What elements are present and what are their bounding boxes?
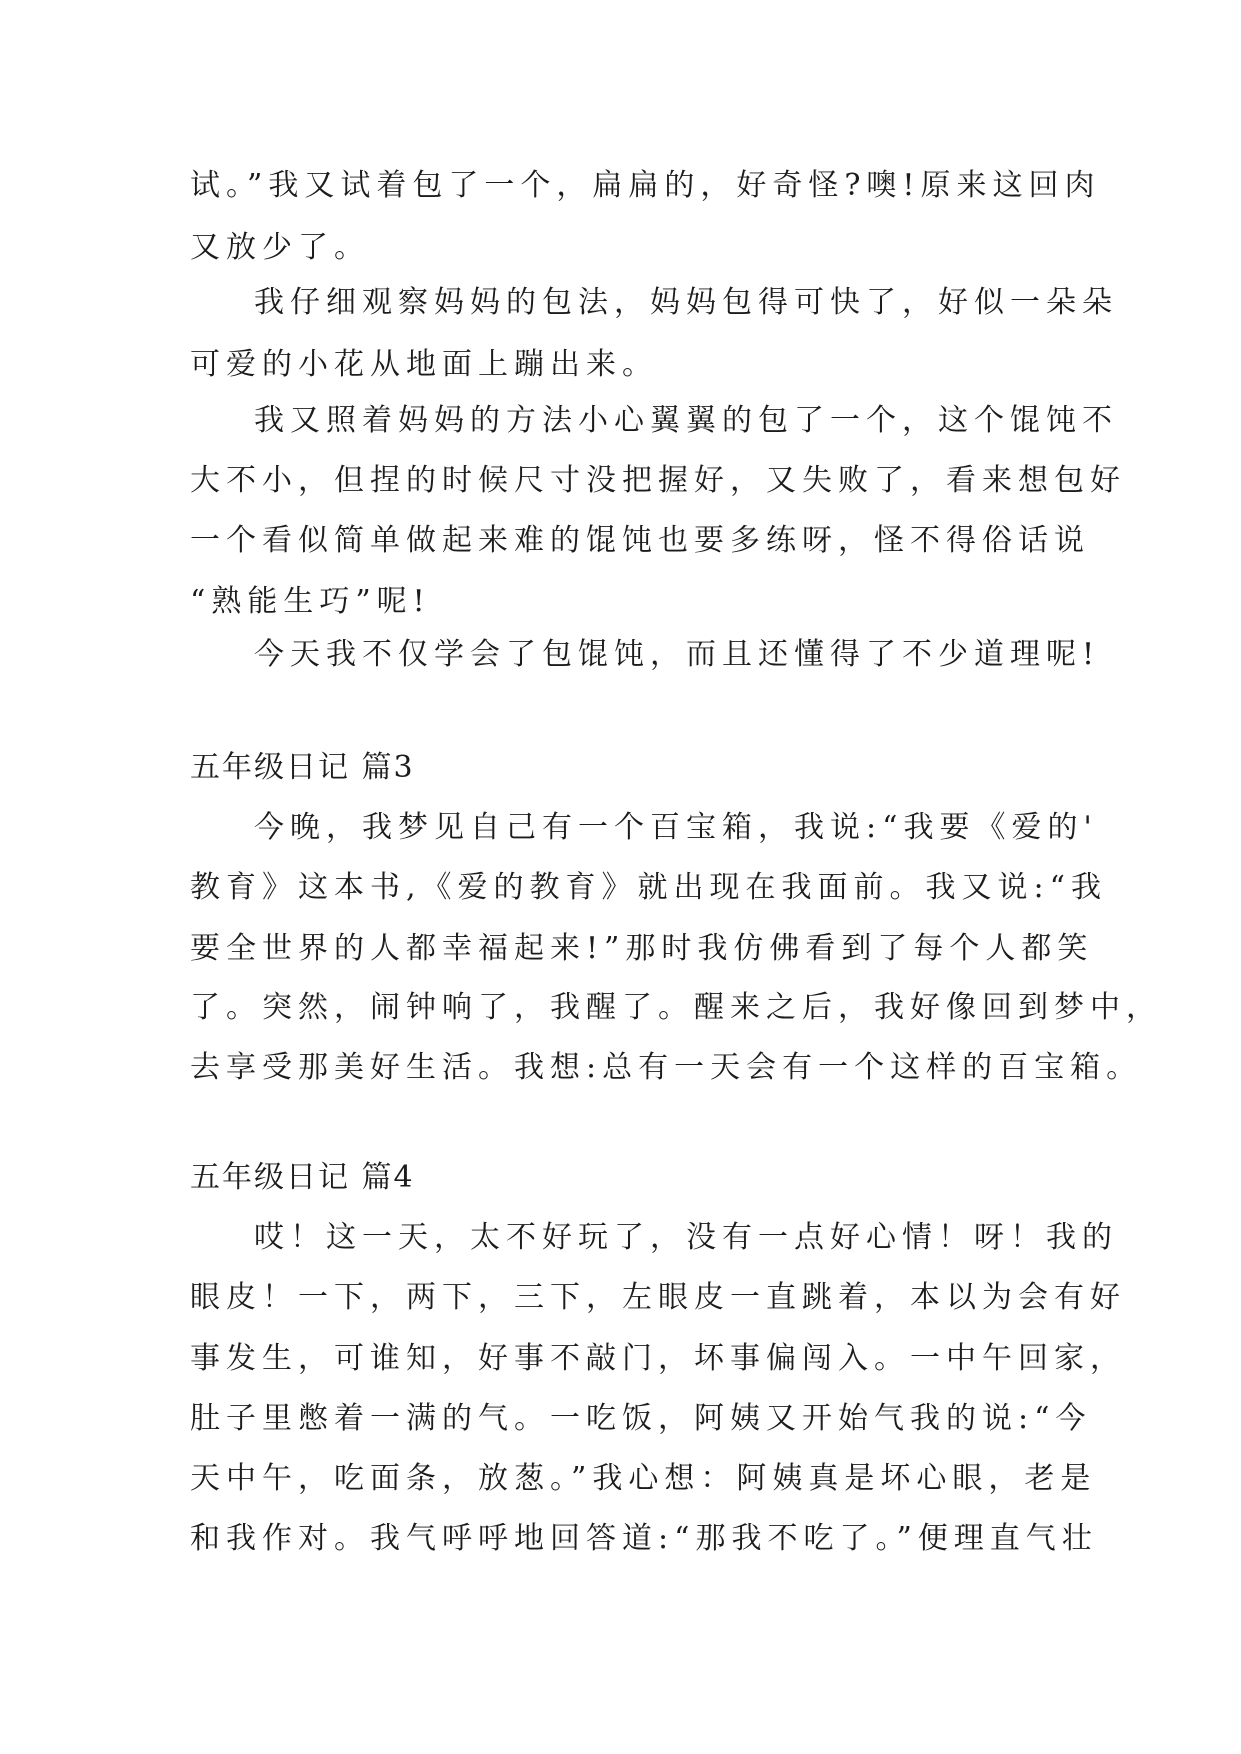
text-line: 今晚，我梦见自己有一个百宝箱，我说:“我要《爱的' bbox=[254, 810, 1098, 845]
text-line: 教育》这本书,《爱的教育》就出现在我面前。我又说:“我 bbox=[190, 870, 1107, 905]
text-line: 我仔细观察妈妈的包法，妈妈包得可快了，好似一朵朵 bbox=[254, 285, 1118, 320]
section-heading: 五年级日记 篇4 bbox=[190, 1160, 415, 1195]
text-line: 试。”我又试着包了一个，扁扁的，好奇怪?噢!原来这回肉 bbox=[190, 168, 1101, 203]
text-line: 可爱的小花从地面上蹦出来。 bbox=[190, 347, 658, 382]
text-line: 要全世界的人都幸福起来!”那时我仿佛看到了每个人都笑 bbox=[190, 931, 1094, 966]
text-line: 肚子里憋着一满的气。一吃饭，阿姨又开始气我的说:“今 bbox=[190, 1401, 1092, 1436]
text-line: 我又照着妈妈的方法小心翼翼的包了一个，这个馄饨不 bbox=[254, 403, 1118, 438]
text-line: 天中午，吃面条，放葱。”我心想：阿姨真是坏心眼，老是 bbox=[190, 1461, 1097, 1496]
text-line: 事发生，可谁知，好事不敲门，坏事偏闯入。一中午回家， bbox=[190, 1341, 1126, 1376]
text-line: 今天我不仅学会了包馄饨，而且还懂得了不少道理呢! bbox=[254, 637, 1101, 672]
text-line: “熟能生巧”呢! bbox=[190, 584, 431, 619]
text-line: 了。突然，闹钟响了，我醒了。醒来之后，我好像回到梦中， bbox=[190, 990, 1162, 1025]
text-line: 和我作对。我气呼呼地回答道:“那我不吃了。”便理直气壮 bbox=[190, 1521, 1098, 1556]
section-heading: 五年级日记 篇3 bbox=[190, 750, 415, 785]
text-line: 眼皮！一下，两下，三下，左眼皮一直跳着，本以为会有好 bbox=[190, 1280, 1126, 1315]
text-line: 大不小，但捏的时候尺寸没把握好，又失败了，看来想包好 bbox=[190, 463, 1126, 498]
text-line: 去享受那美好生活。我想:总有一天会有一个这样的百宝箱。 bbox=[190, 1050, 1143, 1085]
text-line: 又放少了。 bbox=[190, 230, 370, 265]
text-line: 哎！这一天，太不好玩了，没有一点好心情！呀！我的 bbox=[254, 1220, 1118, 1255]
text-line: 一个看似简单做起来难的馄饨也要多练呀，怪不得俗话说 bbox=[190, 523, 1090, 558]
